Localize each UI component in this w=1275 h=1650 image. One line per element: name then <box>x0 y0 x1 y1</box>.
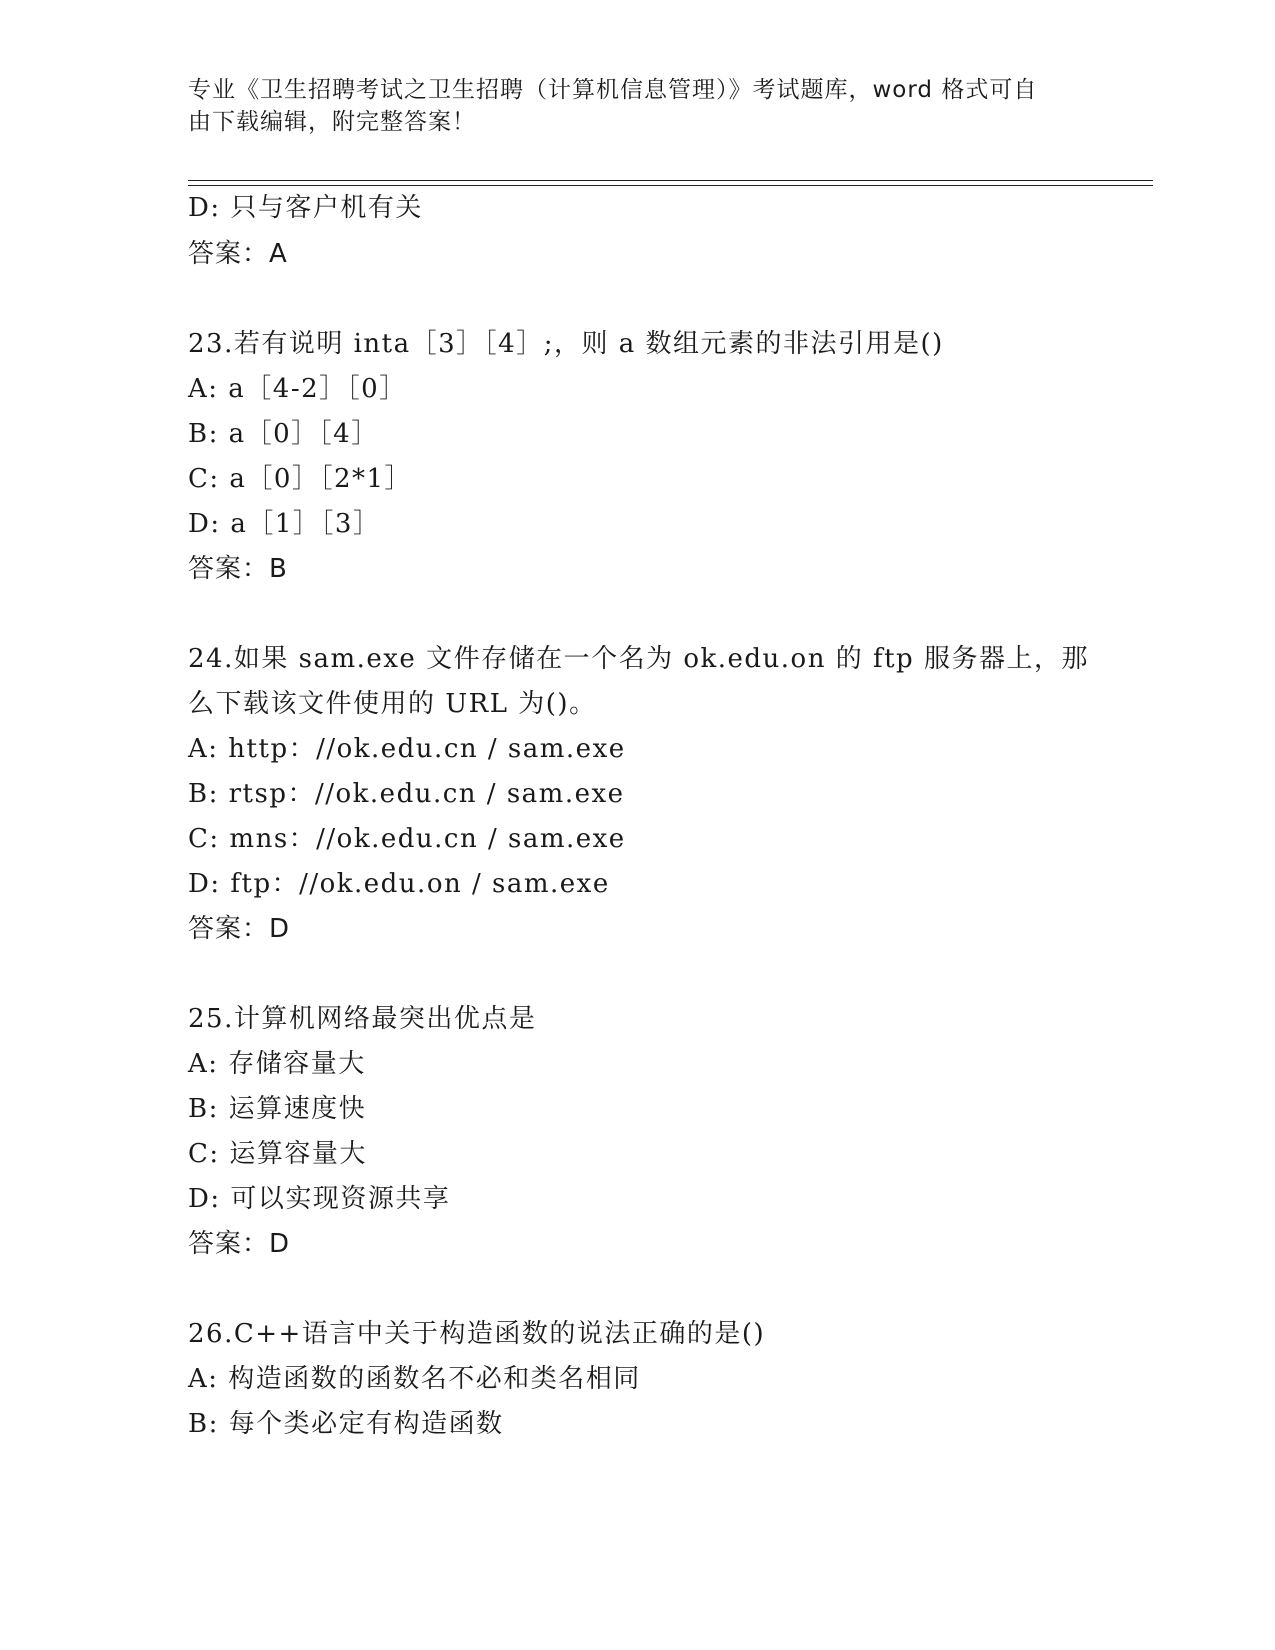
document-header <box>188 74 1088 138</box>
header-divider-top <box>188 180 1153 181</box>
q25-option-c: C: 运算容量大 <box>188 1139 367 1169</box>
q25-answer: 答案：D <box>188 1229 291 1259</box>
q24-option-d: D: ftp：//ok.edu.on / sam.exe <box>188 869 610 899</box>
prev-option-d: D: 只与客户机有关 <box>188 193 423 223</box>
q24-option-a: A: http：//ok.edu.cn / sam.exe <box>188 734 626 764</box>
q26-stem: 26.C++语言中关于构造函数的说法正确的是() <box>188 1319 766 1349</box>
q26-option-a: A: 构造函数的函数名不必和类名相同 <box>188 1364 641 1394</box>
q26-option-b: B: 每个类必定有构造函数 <box>188 1409 504 1439</box>
q24-stem-line-1: 24.如果 sam.exe 文件存储在一个名为 ok.edu.on 的 ftp 服务器上，那 <box>188 644 1089 674</box>
q23-option-b: B: a［0］［4］ <box>188 419 379 449</box>
q25-option-b: B: 运算速度快 <box>188 1094 367 1124</box>
q23-option-a: A: a［4-2］［0］ <box>188 374 407 404</box>
header-line-1: 专业《卫生招聘考试之卫生招聘（计算机信息管理）》考试题库，word 格式可自 <box>188 77 1038 103</box>
q23-answer: 答案：B <box>188 554 288 584</box>
q23-option-d: D: a［1］［3］ <box>188 509 381 539</box>
q24-option-c: C: mns：//ok.edu.cn / sam.exe <box>188 824 626 854</box>
q25-stem: 25.计算机网络最突出优点是 <box>188 1004 537 1034</box>
header-line-2: 由下载编辑，附完整答案！ <box>188 109 476 135</box>
q23-option-c: C: a［0］［2*1］ <box>188 464 413 494</box>
prev-answer: 答案：A <box>188 239 288 269</box>
q24-stem-line-2: 么下载该文件使用的 URL 为()。 <box>188 689 597 719</box>
q23-stem: 23.若有说明 inta［3］［4］;，则 a 数组元素的非法引用是() <box>188 329 944 359</box>
q24-answer: 答案：D <box>188 914 291 944</box>
q25-option-d: D: 可以实现资源共享 <box>188 1184 451 1214</box>
q25-option-a: A: 存储容量大 <box>188 1049 366 1079</box>
header-divider-bottom <box>188 185 1153 186</box>
q24-option-b: B: rtsp：//ok.edu.cn / sam.exe <box>188 779 625 809</box>
